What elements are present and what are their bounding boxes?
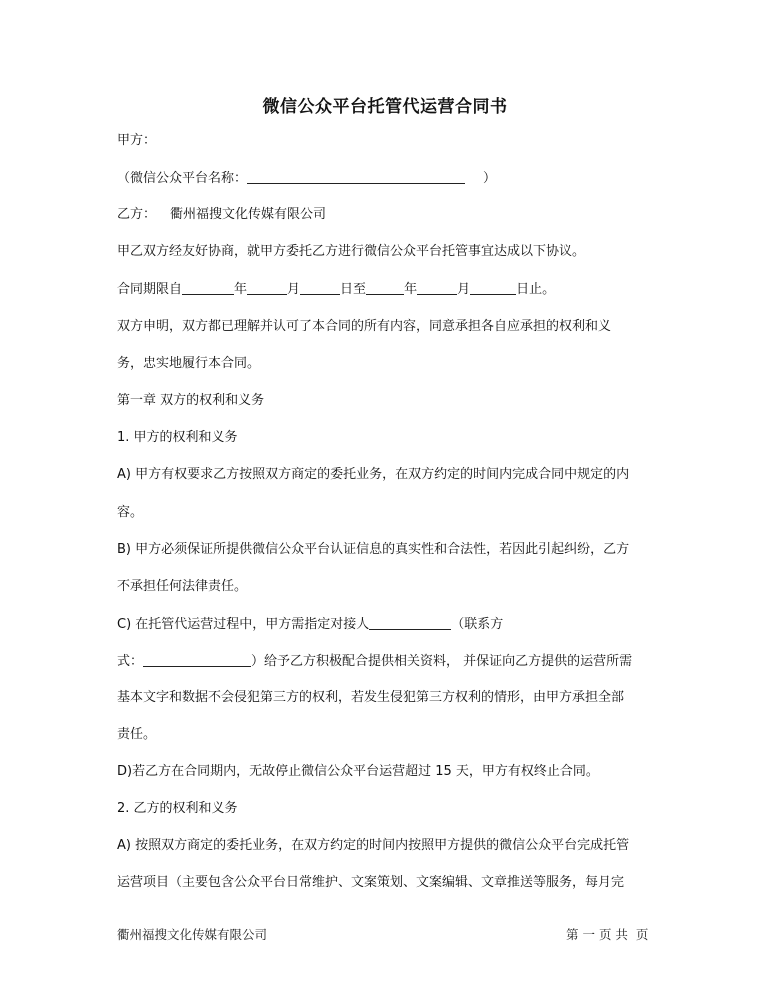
clause-a2-line-1: A) 按照双方商定的委托业务，在双方约定的时间内按照甲方提供的微信公众平台完成托管 — [117, 838, 630, 853]
party-a-label: 甲方： — [117, 133, 157, 148]
clause-c1-line-4: 责任。 — [117, 727, 157, 742]
clause-c1-line-1 — [117, 615, 662, 634]
period-month-2: 月 — [457, 282, 471, 297]
clause-b1-line-1: B) 甲方必须保证所提供微信公众平台认证信息的真实性和合法性，若因此引起纠纷，乙方 — [117, 542, 630, 557]
platform-name-blank — [247, 169, 465, 184]
party-b-line — [117, 206, 662, 224]
clause-c1-line-2-text: ）给予乙方积极配合提供相关资料， 并保证向乙方提供的运营所需 — [251, 654, 633, 669]
chapter-heading: 第一章 双方的权利和义务 — [117, 393, 265, 408]
period-month-1: 月 — [287, 282, 301, 297]
period-year-2: 年 — [404, 282, 418, 297]
clause-d1-line-1: D)若乙方在合同期内，无故停止微信公众平台运营超过 15 天，甲方有权终止合同。 — [117, 764, 599, 779]
year-blank-2 — [366, 280, 404, 295]
period-day-end: 日止。 — [516, 282, 556, 297]
contact-person-blank — [369, 615, 451, 630]
clause-c1-line-2 — [117, 652, 662, 671]
year-blank-1 — [182, 280, 234, 295]
platform-name-line — [117, 169, 662, 188]
party-b-name: 衢州福搜文化传媒有限公司 — [170, 207, 327, 222]
clause-a1-line-2: 容。 — [117, 505, 144, 520]
footer-page-info: 第 一 页 共 页 — [566, 927, 649, 942]
month-blank-2 — [417, 280, 457, 295]
section-heading-2: 2. 乙方的权利和义务 — [117, 801, 238, 816]
period-year-1: 年 — [234, 282, 248, 297]
contact-method-label: 式： — [117, 654, 144, 669]
platform-name-prefix: （微信公众平台名称： — [117, 171, 248, 186]
party-b-label: 乙方： — [117, 207, 157, 222]
statement-line-2: 务，忠实地履行本合同。 — [117, 356, 261, 371]
footer-company: 衢州福搜文化传媒有限公司 — [117, 927, 268, 942]
platform-name-suffix: ） — [483, 171, 497, 186]
clause-a2-line-2: 运营项目（主要包含公众平台日常维护、文案策划、文案编辑、文章推送等服务，每月完 — [117, 875, 625, 890]
agreement-text: 甲乙双方经友好协商，就甲方委托乙方进行微信公众平台托管事宜达成以下协议。 — [117, 244, 586, 259]
contact-method-blank — [143, 652, 251, 667]
section-heading-1: 1. 甲方的权利和义务 — [117, 430, 238, 445]
clause-c1-line-3: 基本文字和数据不会侵犯第三方的权利，若发生侵犯第三方权利的情形，由甲方承担全部 — [117, 690, 625, 705]
clause-c1-suffix: （联系方 — [451, 617, 504, 632]
period-day-to: 日至 — [340, 282, 367, 297]
day-blank-2 — [470, 280, 516, 295]
period-prefix: 合同期限自 — [117, 282, 183, 297]
clause-c1-prefix: C) 在托管代运营过程中，甲方需指定对接人 — [117, 617, 370, 632]
document-title: 微信公众平台托管代运营合同书 — [262, 97, 508, 117]
clause-b1-line-2: 不承担任何法律责任。 — [117, 579, 248, 594]
month-blank-1 — [247, 280, 287, 295]
clause-a1-line-1: A) 甲方有权要求乙方按照双方商定的委托业务，在双方约定的时间内完成合同中规定的内 — [117, 467, 630, 482]
contract-period-line — [117, 280, 662, 299]
day-blank-1 — [300, 280, 340, 295]
statement-line-1: 双方申明，双方都已理解并认可了本合同的所有内容，同意承担各自应承担的权利和义 — [117, 319, 612, 334]
